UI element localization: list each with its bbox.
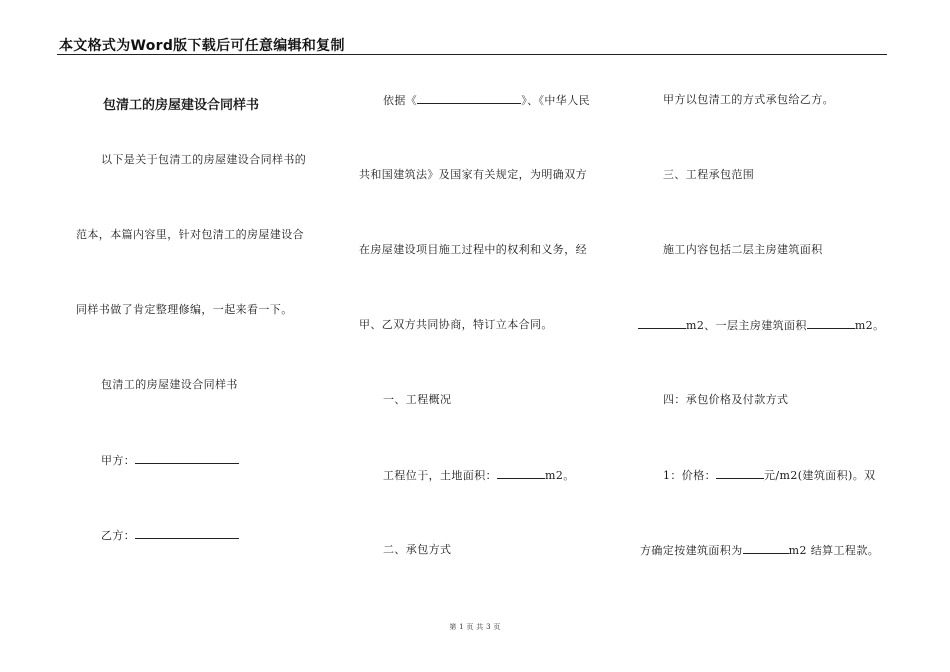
area-mid: m2、一层主房建筑面积	[686, 319, 807, 332]
document-title: 包清工的房屋建设合同样书	[103, 98, 260, 113]
area-suffix: m2。	[854, 319, 885, 332]
basis-line-2: 共和国建筑法》及国家有关规定，为明确双方	[359, 168, 587, 181]
section-2-heading: 二、承包方式	[383, 543, 452, 556]
basis-suffix: 》、《中华人民	[521, 94, 591, 107]
party-b-label: 乙方：	[101, 529, 136, 542]
section-1-heading: 一、工程概况	[383, 393, 452, 406]
scope-line: 施工内容包括二层主房建筑面积	[663, 243, 823, 256]
settle-suffix: m2 结算工程款。	[788, 544, 880, 557]
first-floor-area-blank	[807, 318, 855, 329]
document-header	[57, 34, 887, 55]
intro-line-3: 同样书做了肯定整理修编，一起来看一下。	[76, 303, 293, 316]
party-a-label: 甲方：	[101, 454, 136, 467]
intro-line-2: 范本，本篇内容里，针对包清工的房屋建设合	[76, 228, 304, 241]
settle-prefix: 方确定按建筑面积为	[640, 544, 743, 557]
basis-line-3: 在房屋建设项目施工过程中的权利和义务，经	[359, 243, 587, 256]
party-b-blank	[135, 528, 239, 539]
party-a-line	[101, 453, 239, 468]
header-banner-text: 本文格式为Word版下载后可任意编辑和复制	[59, 38, 345, 54]
location-suffix: m2。	[545, 469, 575, 482]
contract-subtitle: 包清工的房屋建设合同样书	[101, 378, 238, 391]
settlement-area-blank	[743, 543, 789, 554]
settlement-line	[640, 543, 879, 558]
basis-line	[383, 93, 590, 108]
basis-blank	[417, 93, 521, 104]
party-b-line	[101, 528, 239, 543]
location-prefix: 工程位于，土地面积：	[383, 469, 497, 482]
land-area-blank	[497, 468, 545, 479]
page-number: 第 1 页 共 3 页	[449, 623, 501, 631]
section-3-heading: 三、工程承包范围	[663, 168, 755, 181]
party-a-blank	[135, 453, 239, 464]
price-prefix: 1：价格：	[663, 469, 716, 482]
basis-line-4: 甲、乙双方共同协商，特订立本合同。	[359, 318, 553, 331]
price-suffix: 元/m2(建筑面积)。双	[764, 469, 876, 482]
unit-price-blank	[716, 468, 764, 479]
section-4-heading: 四：承包价格及付款方式	[663, 393, 789, 406]
contract-mode-line: 甲方以包清工的方式承包给乙方。	[663, 93, 834, 106]
price-line	[663, 468, 876, 483]
location-line	[383, 468, 575, 483]
basis-prefix: 依据《	[383, 94, 418, 107]
second-floor-area-blank	[638, 318, 686, 329]
intro-line-1: 以下是关于包清工的房屋建设合同样书的	[101, 153, 307, 166]
area-line	[638, 318, 884, 333]
